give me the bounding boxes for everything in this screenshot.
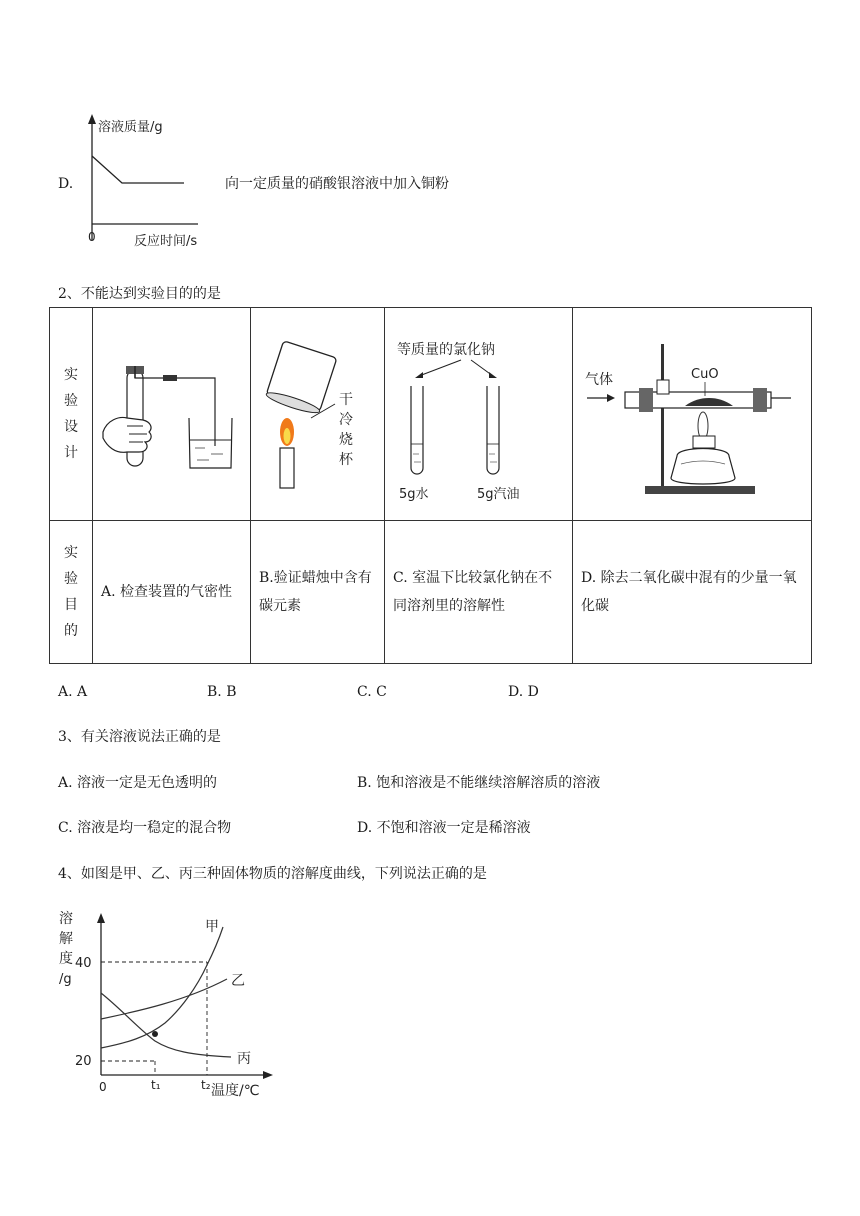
tube-gasoline xyxy=(487,386,499,474)
label-5g-water: 5g水 xyxy=(399,487,429,502)
rubber-connector xyxy=(163,375,177,381)
candle xyxy=(280,448,294,488)
mass-time-graph xyxy=(78,110,228,252)
q3-option-b[interactable]: B. 饱和溶液是不能继续溶解溶质的溶液 xyxy=(357,775,601,791)
beaker xyxy=(189,418,232,468)
iron-stand-base xyxy=(645,486,755,494)
chart-origin: 0 xyxy=(99,1080,107,1094)
chart-ylabel-2: 解 xyxy=(59,931,73,947)
chart-xlabel: 温度/℃ xyxy=(211,1083,260,1099)
airtightness-apparatus xyxy=(93,308,251,516)
purpose-a: A. 检查装置的气密性 xyxy=(93,521,251,664)
q2-option-b[interactable]: B. B xyxy=(207,684,237,700)
clamp xyxy=(657,380,669,394)
iron-stand-rod xyxy=(661,344,664,490)
question-4-stem: 4、如图是甲、乙、丙三种固体物质的溶解度曲线，下列说法正确的是 xyxy=(58,866,487,882)
diagram-b-cell xyxy=(251,308,385,521)
solubility-chart xyxy=(55,905,285,1105)
curve-jia xyxy=(101,927,223,1048)
label-cold: 冷 xyxy=(339,412,353,428)
graph-ylabel: 溶液质量/g xyxy=(98,120,163,135)
question-3-stem: 3、有关溶液说法正确的是 xyxy=(58,729,221,745)
experiment-table xyxy=(49,307,812,664)
graph-origin: 0 xyxy=(88,230,96,244)
alcohol-lamp xyxy=(671,449,735,485)
label-cuo: CuO xyxy=(691,367,719,382)
ytick-40: 40 xyxy=(75,956,92,971)
ytick-20: 20 xyxy=(75,1054,92,1069)
intersection-point xyxy=(152,1031,158,1037)
row-header-purpose: 实 验 目 的 xyxy=(50,521,93,664)
right-stopper xyxy=(753,388,767,412)
label-dry: 干 xyxy=(339,392,353,408)
cuo-reduction-apparatus xyxy=(573,308,812,516)
q3-option-d[interactable]: D. 不饱和溶液一定是稀溶液 xyxy=(357,820,531,836)
row-header-design: 实 验 设 计 xyxy=(50,308,93,521)
y-axis-arrow xyxy=(88,114,96,124)
q2-option-c[interactable]: C. C xyxy=(357,684,387,700)
label-5g-gasoline: 5g汽油 xyxy=(477,487,520,502)
curve-yi xyxy=(101,979,227,1019)
option-d-text: 向一定质量的硝酸银溶液中加入铜粉 xyxy=(225,176,449,192)
q3-option-a[interactable]: A. 溶液一定是无色透明的 xyxy=(58,775,218,791)
tube-water xyxy=(411,386,423,474)
hand xyxy=(103,418,151,453)
diagram-d-cell xyxy=(573,308,812,521)
chart-yunit: /g xyxy=(59,972,72,987)
q3-option-c[interactable]: C. 溶液是均一稳定的混合物 xyxy=(58,820,232,836)
purpose-b: B.验证蜡烛中含有碳元素 xyxy=(251,521,385,664)
candle-apparatus xyxy=(251,308,385,516)
label-burn: 烧 xyxy=(339,432,353,448)
delivery-tube xyxy=(177,378,215,446)
q2-option-a[interactable]: A. A xyxy=(58,684,88,700)
chart-ylabel-3: 度 xyxy=(59,951,73,967)
graph-xlabel: 反应时间/s xyxy=(134,234,198,249)
mass-curve xyxy=(92,156,184,183)
q2-option-d[interactable]: D. D xyxy=(508,684,539,700)
series-label-bing: 丙 xyxy=(237,1051,251,1067)
diagram-a-cell xyxy=(93,308,251,521)
purpose-d: D. 除去二氧化碳中混有的少量一氧化碳 xyxy=(573,521,812,664)
series-label-yi: 乙 xyxy=(231,973,245,989)
option-d-label: D. xyxy=(58,176,74,192)
xtick-t2: t₂ xyxy=(201,1078,211,1092)
label-gas: 气体 xyxy=(585,372,613,388)
question-2-stem: 2、不能达到实验目的的是 xyxy=(58,286,221,302)
series-label-jia: 甲 xyxy=(205,919,219,935)
diagram-c-cell xyxy=(385,308,573,521)
xtick-t1: t₁ xyxy=(151,1078,161,1092)
left-stopper xyxy=(639,388,653,412)
label-cup: 杯 xyxy=(339,452,353,468)
solubility-tubes xyxy=(385,308,573,516)
purpose-c: C. 室温下比较氯化钠在不同溶剂里的溶解性 xyxy=(385,521,573,664)
chart-ylabel-1: 溶 xyxy=(59,911,73,927)
label-equal-mass: 等质量的氯化钠 xyxy=(397,342,495,358)
